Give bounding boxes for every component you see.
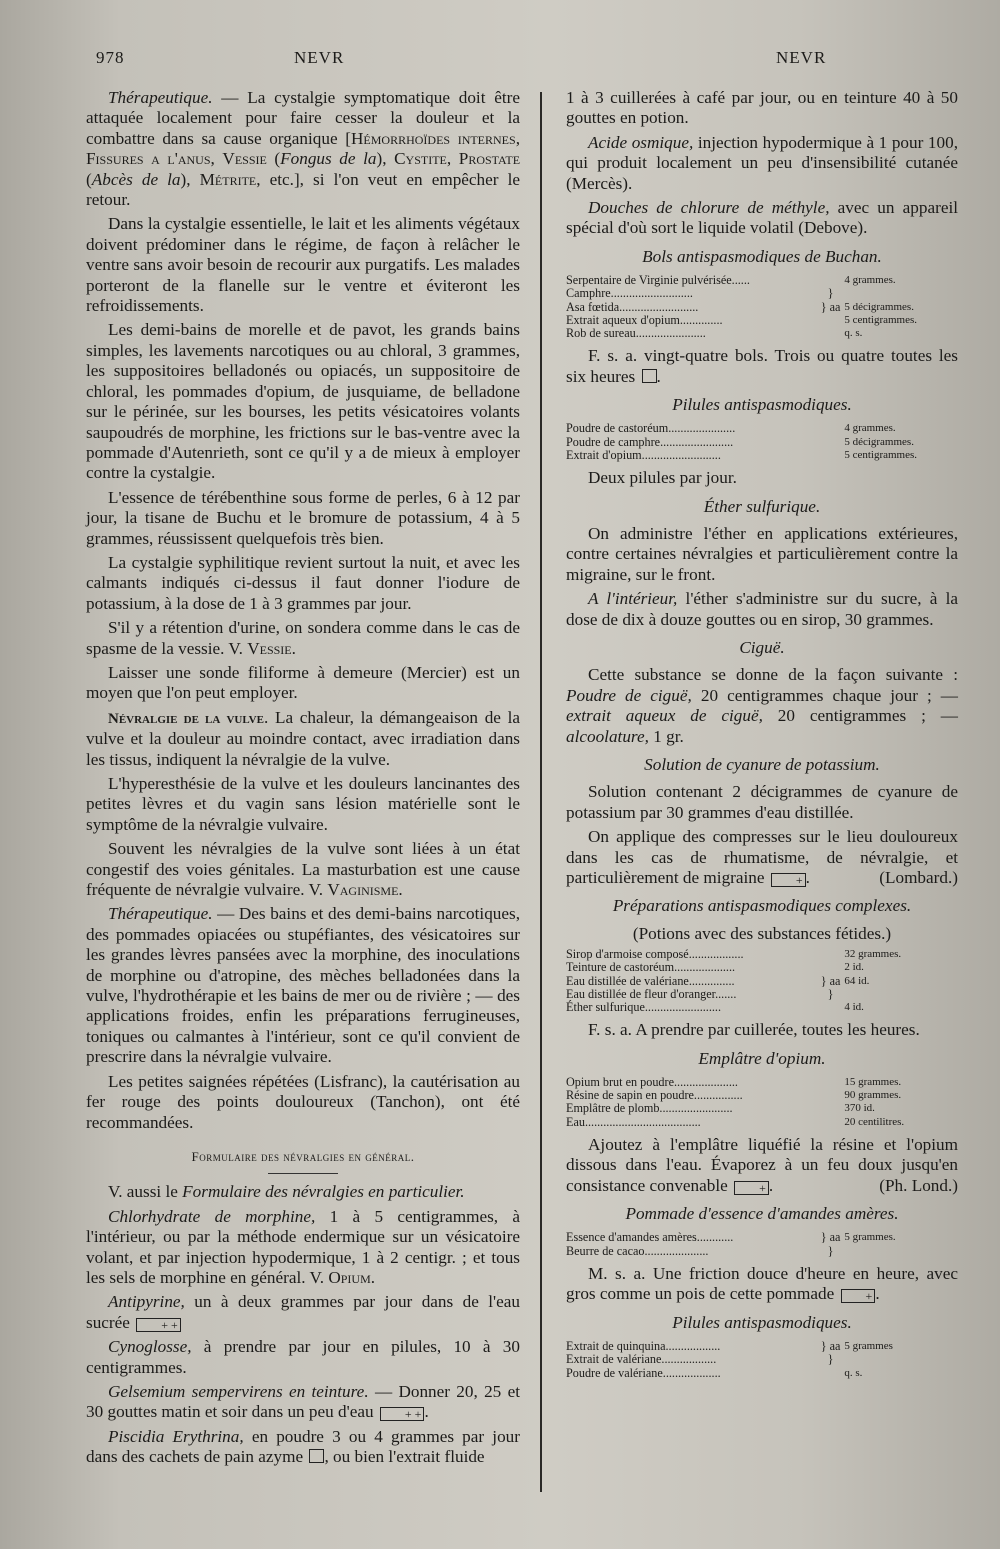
recipe-row xyxy=(566,1367,958,1380)
recipe-quantity xyxy=(844,287,958,300)
recipe-preparations xyxy=(566,948,958,1014)
recipe-row xyxy=(566,1102,958,1115)
paragraph-bols-after: F. s. a. vingt-quatre bols. Trois ou quatre toutes les six heures . xyxy=(566,346,958,386)
recipe-row xyxy=(566,422,958,435)
double-plus-box-icon: + + xyxy=(380,1407,425,1421)
recipe-aa-mark xyxy=(817,1076,844,1089)
empty-box-icon xyxy=(642,369,657,383)
recipe-quantity: q. s. xyxy=(844,327,863,340)
right-column xyxy=(566,88,958,1386)
paragraph-cystalgie-syphilitique: La cystalgie syphilitique revient surtout la nuit, et avec les calmants indiqués ci-dessus il faut donner l'iodure de potassium, à la dose de 1 à 3 grammes par jour. xyxy=(86,552,520,613)
recipe-quantity: 5 centigrammes. xyxy=(844,313,918,326)
formula-antipyrine: Antipyrine, un à deux grammes par jour dans de l'eau sucrée + + xyxy=(86,1292,520,1332)
recipe-aa-mark: } xyxy=(827,1243,834,1258)
paragraph-ether-2: A l'intérieur, l'éther s'administre sur du sucre, à la dose de dix à douze gouttes ou en sirop, 30 grammes. xyxy=(566,589,958,629)
section-title-bols: Bols antispasmodiques de Buchan. xyxy=(642,246,882,266)
recipe-quantity: 370 id. xyxy=(844,1102,875,1115)
recipe-aa-mark: } xyxy=(827,286,834,301)
plus-box-icon: + xyxy=(771,873,806,887)
recipe-ingredient: Opium brut en poudre..................... xyxy=(566,1075,738,1090)
recipe-quantity xyxy=(844,1245,958,1258)
section-title-pilules-2: Pilules antispasmodiques. xyxy=(672,1312,852,1332)
recipe-ingredient: Poudre de camphre........................ xyxy=(566,434,734,449)
recipe-quantity xyxy=(844,1353,958,1366)
recipe-row xyxy=(566,1001,958,1014)
recipe-ingredient: Eau distillée de valériane............... xyxy=(566,973,735,988)
recipe-aa-mark xyxy=(817,961,844,974)
recipe-quantity: 5 centigrammes. xyxy=(844,448,918,461)
paragraph-cystalgie-essentielle: Dans la cystalgie essentielle, le lait et les aliments végétaux doivent prédominer dans le régime, de façon à relâcher le ventre sans avoir besoin de recourir aux purgatifs. Les malades porteront de la flanelle sur le ventre et éviteront les refroidissements. xyxy=(86,214,520,316)
right-running-head: NEVR xyxy=(776,48,827,67)
recipe-quantity: 5 grammes. xyxy=(844,1231,896,1244)
recipe-row xyxy=(566,1245,958,1258)
recipe-row xyxy=(566,449,958,462)
recipe-row xyxy=(566,961,958,974)
recipe-row xyxy=(566,1353,958,1366)
recipe-ingredient: Sirop d'armoise composé.................. xyxy=(566,947,744,962)
recipe-row xyxy=(566,1231,958,1244)
recipe-aa-mark: } aa xyxy=(820,1339,841,1354)
recipe-aa-mark xyxy=(817,314,844,327)
recipe-quantity: 4 grammes. xyxy=(844,422,896,435)
recipe-ingredient: Beurre de cacao..................... xyxy=(566,1243,709,1258)
empty-box-icon xyxy=(309,1449,324,1463)
section-title-pommade: Pommade d'essence d'amandes amères. xyxy=(625,1204,899,1224)
recipe-aa-mark: } aa xyxy=(820,973,841,988)
paragraph-preparations-after: F. s. a. A prendre par cuillerée, toutes les heures. xyxy=(588,1020,920,1040)
formula-morphine: Chlorhydrate de morphine, 1 à 5 centigrammes, à l'intérieur, ou par la méthode endermique sur un vésicatoire volant, et par injection hypodermique, 1 à 2 centigr. ; et tous les sels de morphine en général. V. Opium. xyxy=(86,1206,520,1287)
recipe-aa-mark xyxy=(817,1102,844,1115)
recipe-bols xyxy=(566,274,958,340)
recipe-quantity: 5 grammes xyxy=(844,1340,893,1353)
formula-piscidia: Piscidia Erythrina, en poudre 3 ou 4 grammes par jour dans des cachets de pain azyme , ou bien l'extrait fluide xyxy=(86,1426,520,1467)
section-title-emplatre: Emplâtre d'opium. xyxy=(698,1048,826,1068)
section-title-cigue: Ciguë. xyxy=(739,637,785,657)
paragraph-acide-osmique: Acide osmique, injection hypodermique à 1 pour 100, qui produit localement un peu d'insensibilité cutanée (Mercès). xyxy=(566,132,958,193)
paragraph-cigue: Cette substance se donne de la façon suivante : Poudre de ciguë, 20 centigrammes chaque jour ; — extrait aqueux de ciguë, 20 centigrammes ; — alcoolature, 1 gr. xyxy=(566,665,958,746)
recipe-row xyxy=(566,327,958,340)
left-column xyxy=(86,88,520,1472)
recipe-aa-mark xyxy=(817,422,844,435)
recipe-ingredient: Serpentaire de Virginie pulvérisée...... xyxy=(566,273,750,288)
paragraph-pommade-after: M. s. a. Une friction douce d'heure en heure, avec gros comme un pois de cette pommade + . xyxy=(566,1263,958,1304)
recipe-quantity: 5 décigrammes. xyxy=(844,435,914,448)
recipe-ingredient: Poudre de valériane................... xyxy=(566,1365,721,1380)
formulaire-heading: Formulaire des névralgies en général. xyxy=(86,1147,520,1174)
recipe-quantity: 64 id. xyxy=(844,974,870,987)
formula-voir-aussi: V. aussi le Formulaire des névralgies en particulier. xyxy=(108,1182,465,1202)
paragraph-cuillerees: 1 à 3 cuillerées à café par jour, ou en teinture 40 à 50 gouttes en potion. xyxy=(566,88,958,128)
recipe-quantity xyxy=(844,988,958,1001)
section-title-ether: Éther sulfurique. xyxy=(703,496,821,516)
section-title-cyanure: Solution de cyanure de potassium. xyxy=(644,754,880,774)
section-title-pilules-1: Pilules antispasmodiques. xyxy=(672,395,852,415)
paragraph-saignees: Les petites saignées répétées (Lisfranc), la cautérisation au fer rouge des points douloureux (Tanchon), ont été recommandées. xyxy=(86,1071,520,1132)
recipe-quantity: 2 id. xyxy=(844,961,864,974)
recipe-aa-mark xyxy=(817,449,844,462)
recipe-aa-mark xyxy=(817,327,844,340)
formula-gelsemium: Gelsemium sempervirens en teinture. — Donner 20, 25 et 30 gouttes matin et soir dans un peu d'eau + + . xyxy=(86,1381,520,1422)
paragraph-terebenthine: L'essence de térébenthine sous forme de perles, 6 à 12 par jour, la tisane de Buchu et le bromure de potassium, 4 à 5 grammes, réussissent quelquefois très bien. xyxy=(86,487,520,548)
recipe-pilules-2 xyxy=(566,1340,958,1380)
recipe-quantity: 90 grammes. xyxy=(844,1089,902,1102)
paragraph-pilules-after: Deux pilules par jour. xyxy=(588,468,737,488)
paragraph-emplatre-after: Ajoutez à l'emplâtre liquéfié la résine et l'opium dissous dans l'eau. Évaporez à un feu doux jusqu'en consistance convenable + . (Ph. Lond.) xyxy=(566,1134,958,1195)
paragraph-douches: Douches de chlorure de méthyle, avec un appareil spécial d'où sort le liquide volatil (Debove). xyxy=(566,198,958,238)
paragraph-ether-1: On administre l'éther en applications extérieures, contre certaines névralgies et particulièrement contre la migraine, sur le front. xyxy=(566,523,958,584)
recipe-ingredient: Rob de sureau....................... xyxy=(566,326,706,341)
paragraph-therapeutique-cystalgie: Thérapeutique. — La cystalgie symptomatique doit être attaquée localement pour faire cesser la douleur et la combattre dans sa cause organique [Hémorrhoïdes internes, Fissures a l'anus, Vessie (Fongus de la), Cystite, Prostate (Abcès de la), Métrite, etc.], si l'on veut en empêcher le retour. xyxy=(86,88,521,210)
recipe-aa-mark xyxy=(817,1089,844,1102)
plus-box-icon: + xyxy=(734,1181,769,1195)
recipe-emplatre xyxy=(566,1076,958,1129)
recipe-row xyxy=(566,301,958,314)
recipe-aa-mark: } aa xyxy=(820,1230,841,1245)
page-number: 978 xyxy=(96,48,125,67)
recipe-aa-mark xyxy=(817,1001,844,1014)
paragraph-sonde: Laisser une sonde filiforme à demeure (Mercier) est un moyen que l'on peut employer. xyxy=(86,662,520,703)
recipe-ingredient: Poudre de castoréum...................... xyxy=(566,421,736,436)
paragraph-cyanure-1: Solution contenant 2 décigrammes de cyanure de potassium par 30 grammes d'eau distillée. xyxy=(566,782,958,822)
recipe-ingredient: Teinture de castoréum.................... xyxy=(566,960,736,975)
plus-box-icon: + xyxy=(841,1289,876,1303)
attribution-lombard: (Lombard.) xyxy=(879,868,958,887)
recipe-aa-mark: } aa xyxy=(820,299,841,314)
recipe-quantity: 4 grammes. xyxy=(844,274,896,287)
recipe-row xyxy=(566,975,958,988)
recipe-quantity: 4 id. xyxy=(844,1001,864,1014)
recipe-quantity: 32 grammes. xyxy=(844,948,902,961)
recipe-ingredient: Emplâtre de plomb........................ xyxy=(566,1101,733,1116)
recipe-ingredient: Eau...................................... xyxy=(566,1114,701,1129)
recipe-aa-mark xyxy=(817,1367,844,1380)
recipe-ingredient: Essence d'amandes amères............ xyxy=(566,1230,734,1245)
recipe-ingredient: Asa fœtida.......................... xyxy=(566,299,699,314)
recipe-aa-mark: } xyxy=(827,1352,834,1367)
subtitle-potions: (Potions avec des substances fétides.) xyxy=(632,923,892,943)
recipe-aa-mark xyxy=(817,948,844,961)
recipe-aa-mark xyxy=(817,436,844,449)
recipe-quantity: 20 centilitres. xyxy=(844,1115,905,1128)
recipe-aa-mark: } xyxy=(827,986,834,1001)
paragraph-hyperesthesie: L'hyperesthésie de la vulve et les douleurs lancinantes des petites lèvres et du vagin sans lésion matérielle sont le symptôme de la névralgie vulvaire. xyxy=(86,774,520,834)
double-plus-box-icon: + + xyxy=(136,1318,181,1332)
recipe-ingredient: Camphre........................... xyxy=(566,286,693,301)
recipe-quantity: 15 grammes. xyxy=(844,1076,902,1089)
recipe-row xyxy=(566,287,958,300)
section-title-preparations: Préparations antispasmodiques complexes. xyxy=(612,896,912,916)
recipe-ingredient: Extrait de valériane.................. xyxy=(566,1352,717,1367)
recipe-ingredient: Extrait aqueux d'opium.............. xyxy=(566,312,723,327)
recipe-ingredient: Résine de sapin en poudre................ xyxy=(566,1088,743,1103)
recipe-row xyxy=(566,436,958,449)
recipe-aa-mark xyxy=(817,1116,844,1129)
recipe-ingredient: Extrait d'opium.......................... xyxy=(566,447,721,462)
recipe-ingredient: Éther sulfurique......................... xyxy=(566,1000,722,1015)
recipe-ingredient: Extrait de quinquina.................. xyxy=(566,1339,721,1354)
recipe-quantity: 5 décigrammes. xyxy=(844,300,914,313)
recipe-pilules-1 xyxy=(566,422,958,462)
recipe-quantity: q. s. xyxy=(844,1366,863,1379)
left-running-head: NEVR xyxy=(294,48,345,67)
column-divider xyxy=(540,92,542,1492)
paragraph-nevralgie-vulve: Névralgie de la vulve. La chaleur, la démangeaison de la vulve et la douleur au moindre contact, avec irradiation dans les tissus, indiquent la névralgie de la vulve. xyxy=(86,707,520,769)
paragraph-retention: S'il y a rétention d'urine, on sondera comme dans le cas de spasme de la vessie. V. Vessie. xyxy=(86,618,520,658)
recipe-row xyxy=(566,1116,958,1129)
attribution-ph-lond: (Ph. Lond.) xyxy=(879,1175,958,1195)
paragraph-etat-congestif: Souvent les névralgies de la vulve sont liées à un état congestif des voies génitales. La masturbation est une cause fréquente de névralgie vulvaire. V. Vaginisme. xyxy=(86,839,520,900)
paragraph-cyanure-2: On applique des compresses sur le lieu douloureux dans les cas de rhumatisme, de névralgie, et particulièrement de migraine + . (Lombard.) xyxy=(566,827,958,887)
paragraph-therapeutique-vulve: Thérapeutique. — Des bains et des demi-bains narcotiques, des pommades opiacées ou stupéfiantes, des vésicatoires sur les grandes lèvres pansées avec la morphine, des inoculations de morphine ou d'atropine, des mèches belladonées dans la vulve, l'hydrothérapie et les bains de mer ou de rivière ; — des applications froides, enfin les préparations ferrugineuses, toniques ou calmantes à l'intérieur, sont ce qu'il convient de prescrire dans la névralgie vulvaire. xyxy=(86,904,520,1067)
paragraph-demi-bains: Les demi-bains de morelle et de pavot, les grands bains simples, les lavements narcotiques ou au chloral, 3 grammes, les suppositoires belladonés ou opiacés, un suppositoire de chloral, les pommades d'opium, de jusquiame, de belladone sur le périnée, sur les bourses, les petits vésicatoires volants saupoudrés de morphine, les frictions sur le bas-ventre avec la pommade d'Autenrieth, sont ce qu'il y a de mieux à employer contre la cystalgie. xyxy=(86,320,520,483)
recipe-ingredient: Eau distillée de fleur d'oranger....... xyxy=(566,986,737,1001)
recipe-pommade xyxy=(566,1231,958,1257)
formula-cynoglosse: Cynoglosse, à prendre par jour en pilules, 10 à 30 centigrammes. xyxy=(86,1337,520,1377)
